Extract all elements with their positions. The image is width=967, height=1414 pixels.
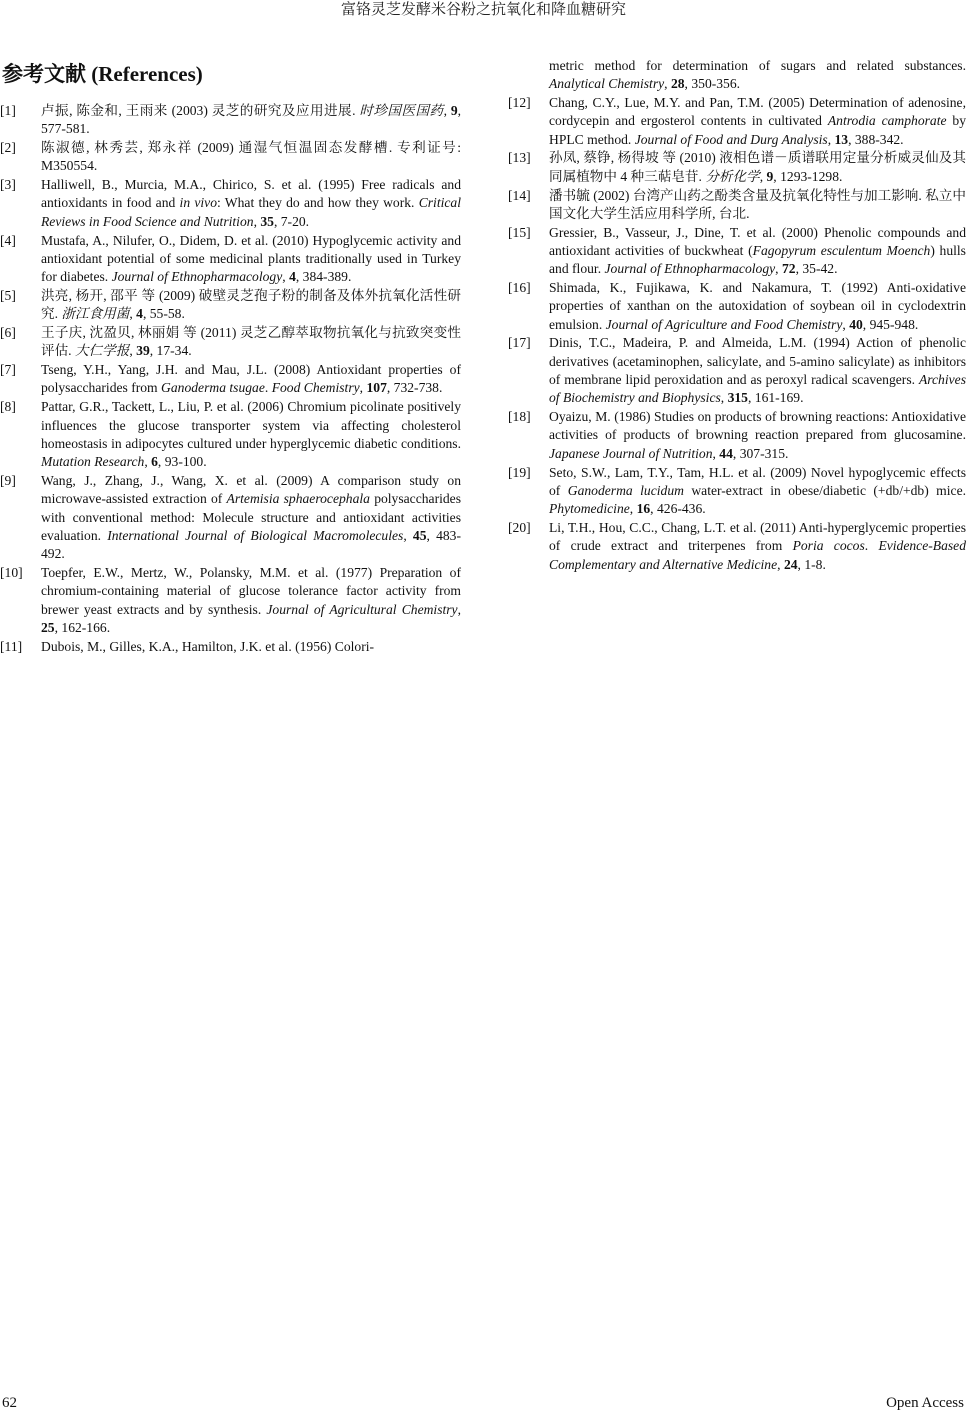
reference-text: , 350-356. — [684, 76, 741, 92]
reference-italic-text: Phytomedicine — [549, 501, 630, 517]
reference-number: [2] — [0, 140, 16, 156]
reference-italic-text: International Journal of Biological Macromolecules — [107, 527, 404, 543]
reference-volume: 9 — [766, 168, 774, 184]
reference-text: , 1293-1298. — [773, 168, 843, 184]
reference-italic-text: 浙江食用菌 — [61, 306, 130, 322]
reference-text: ) hulls and flour. — [549, 242, 966, 277]
reference-text: , 388-342. — [848, 131, 904, 147]
reference-text: 卢振, 陈金和, 王雨来 (2003) 灵芝的研究及应用进展. — [41, 103, 360, 118]
reference-italic-text: Mutation Research — [41, 454, 145, 470]
reference-italic-text: in vivo — [179, 195, 218, 211]
reference-text: , 7-20. — [273, 213, 310, 229]
reference-number: [16] — [508, 280, 531, 296]
reference-text: : What they do and how they work. — [217, 195, 419, 211]
reference-text: , — [129, 306, 137, 322]
reference-italic-text: Ganoderma lucidum — [567, 482, 684, 498]
reference-item — [508, 94, 966, 149]
reference-text: 洪亮, 杨开, 邵平 等 (2009) 破壁灵芝孢子粉的制备及体外抗氧化活性研究. — [41, 287, 461, 322]
reference-item — [508, 519, 966, 574]
reference-text: polysaccharides with conventional method: Molecule structure and antioxidant activities evaluation. — [41, 491, 462, 543]
reference-number: [7] — [0, 362, 16, 378]
reference-text: , — [759, 168, 767, 184]
reference-volume: 35 — [260, 213, 274, 229]
reference-volume: 13 — [834, 131, 849, 147]
reference-item — [508, 334, 966, 407]
reference-italic-text: Evidence-Based Complementary and Alternative Medicine — [549, 538, 966, 572]
reference-text: 陈淑德, 林秀芸, 郑永祥 (2009) 通湿气恒温固态发酵槽. 专利证号: M350554. — [41, 140, 461, 174]
reference-item — [508, 279, 966, 334]
reference-text: water-extract in obese/diabetic (+db/+db) mice. — [683, 482, 966, 498]
reference-text: Dubois, M., Gilles, K.A., Hamilton, J.K. et al. (1956) Colori- — [41, 638, 375, 654]
reference-item — [508, 57, 966, 94]
reference-volume: 16 — [636, 501, 651, 517]
reference-volume: 72 — [781, 261, 796, 277]
reference-text: , 17-34. — [149, 343, 192, 359]
reference-text: Dinis, T.C., Madeira, P. and Almeida, L.M. (1994) Action of phenolic derivatives (acetaminophen, salicylate, and 5-amino salicylate) as inhibitors of membrane lipid peroxidation and as peroxyl radical scavengers. — [549, 335, 966, 388]
references-left-column — [0, 102, 461, 656]
reference-number: [4] — [0, 232, 16, 248]
reference-volume: 39 — [136, 343, 150, 359]
reference-italic-text: Archives of Biochemistry and Biophysics — [549, 372, 966, 406]
reference-text: 潘书毓 (2002) 台湾产山药之酚类含量及抗氧化特性与加工影响. 私立中国文化大学生活应用科学所, 台北. — [549, 187, 966, 221]
reference-italic-text: Journal of Ethnopharmacology — [604, 261, 776, 277]
reference-text: , 35-42. — [795, 261, 838, 277]
reference-text: , — [144, 454, 152, 470]
reference-number: [14] — [508, 187, 531, 203]
reference-number: [8] — [0, 399, 16, 415]
reference-text: 孙凤, 蔡铮, 杨得坡 等 (2010) 液相色谱－质谱联用定量分析威灵仙及其同属植物中 4 种三萜皂苷. — [549, 150, 966, 184]
reference-text: Li, T.H., Hou, C.C., Chang, L.T. et al. (2011) Anti-hyperglycemic properties of crude extract and triterpenes from — [549, 519, 966, 554]
reference-italic-text: Analytical Chemistry — [549, 76, 665, 92]
reference-item — [0, 102, 461, 139]
reference-volume: 40 — [849, 316, 863, 332]
reference-text: , — [777, 556, 784, 572]
reference-text: Seto, S.W., Lam, T.Y., Tam, H.L. et al. (2009) Novel hypoglycemic effects of — [549, 464, 966, 498]
reference-text: Tseng, Y.H., Yang, J.H. and Mau, J.L. (2008) Antioxidant properties of polysaccharides from — [41, 362, 461, 396]
reference-number: [3] — [0, 177, 16, 193]
reference-text: , 93-100. — [157, 454, 207, 470]
reference-volume: 44 — [719, 445, 733, 461]
reference-italic-text: 时珍国医国药 — [359, 103, 444, 118]
reference-item — [508, 149, 966, 186]
reference-text: , — [443, 103, 451, 118]
reference-text: , 1-8. — [797, 556, 826, 572]
reference-italic-text: Food Chemistry — [271, 380, 360, 396]
reference-text: Wang, J., Zhang, J., Wang, X. et al. (2009) A comparison study on microwave-assisted extraction of — [41, 472, 461, 507]
reference-item — [0, 232, 461, 287]
reference-number: [13] — [508, 150, 531, 166]
reference-text: , — [629, 501, 637, 517]
reference-number: [17] — [508, 335, 531, 351]
reference-text: , — [129, 343, 137, 359]
reference-text: , 577-581. — [41, 103, 462, 137]
reference-italic-text: 大仁学报 — [74, 343, 130, 359]
reference-number: [10] — [0, 564, 23, 580]
section-title: 参考文献 (References) — [2, 62, 203, 86]
reference-item — [0, 176, 461, 231]
reference-text: Mustafa, A., Nilufer, O., Didem, D. et al. (2010) Hypoglycemic activity and antioxidant potential of some medicinal plants traditionally used in Turkey for diabetes. — [41, 232, 461, 285]
reference-italic-text: Journal of Agricultural Chemistry — [266, 601, 458, 617]
reference-volume: 25 — [41, 619, 55, 635]
reference-number: [20] — [508, 519, 531, 535]
reference-text: . — [864, 538, 879, 554]
reference-number: [1] — [0, 103, 16, 118]
reference-item — [508, 224, 966, 279]
reference-item — [0, 361, 461, 398]
reference-text: metric method for determination of sugars and related substances. — [549, 58, 966, 73]
reference-text: , 161-169. — [747, 390, 804, 406]
reference-text: Gressier, B., Vasseur, J., Dine, T. et al. (2000) Phenolic compounds and antioxidant activities of buckwheat ( — [549, 224, 966, 258]
reference-item — [0, 398, 461, 471]
reference-number: [12] — [508, 95, 531, 111]
reference-item — [508, 408, 966, 463]
reference-text: , 732-738. — [386, 380, 443, 396]
reference-item — [0, 324, 461, 361]
reference-text: , 426-436. — [650, 501, 706, 517]
reference-text: , — [403, 527, 413, 543]
reference-text: , — [664, 76, 671, 92]
reference-item — [0, 638, 461, 656]
reference-text: Pattar, G.R., Tackett, L., Liu, P. et al. (2006) Chromium picolinate positively influences the glucose transporter system via affecting cholesterol homeostasis in adipocytes cultured under hyperglycemic diabetic conditions. — [41, 399, 461, 451]
reference-number: [19] — [508, 464, 531, 480]
reference-text: , — [253, 213, 261, 229]
reference-text: , — [359, 380, 367, 396]
reference-italic-text: Journal of Agriculture and Food Chemistry — [605, 316, 843, 332]
reference-text: , — [842, 316, 850, 332]
reference-text: , — [720, 390, 728, 406]
reference-item — [508, 187, 966, 224]
running-header: 富铬灵芝发酵米谷粉之抗氧化和降血糖研究 — [340, 2, 626, 18]
reference-volume: 24 — [783, 556, 798, 572]
reference-text: , 945-948. — [862, 316, 919, 332]
reference-volume: 4 — [136, 306, 143, 322]
publisher-label: Open Access — [886, 1395, 964, 1411]
reference-volume: 6 — [151, 454, 158, 470]
reference-italic-text: Journal of Ethnopharmacology — [111, 269, 283, 285]
reference-text: , — [457, 601, 461, 617]
reference-volume: 4 — [289, 269, 296, 285]
reference-italic-text: Critical Reviews in Food Science and Nutrition — [41, 195, 461, 229]
reference-text: by HPLC method. — [549, 113, 967, 147]
references-right-column — [508, 57, 966, 574]
reference-text: , 162-166. — [54, 619, 111, 635]
reference-text: . — [264, 380, 272, 396]
reference-italic-text: Poria cocos — [792, 538, 865, 554]
reference-item — [0, 564, 461, 637]
reference-volume: 9 — [450, 103, 458, 118]
reference-text: , — [775, 261, 782, 277]
reference-text: , — [827, 131, 835, 147]
reference-number: [9] — [0, 472, 16, 488]
reference-text: Chang, C.Y., Lue, M.Y. and Pan, T.M. (2005) Determination of adenosine, cordycepin and ergosterol contents in cultivated — [549, 95, 966, 129]
reference-italic-text: 分析化学 — [705, 168, 760, 184]
reference-text: Oyaizu, M. (1986) Studies on products of browning reactions: Antioxidative activities of products of browning reaction prepared from glucosamine. — [549, 409, 966, 443]
reference-italic-text: Artemisia sphaerocephala — [226, 491, 370, 507]
reference-italic-text: Japanese Journal of Nutrition — [549, 445, 713, 461]
reference-text: , — [282, 269, 290, 285]
reference-text: , 483-492. — [41, 527, 462, 562]
reference-volume: 45 — [412, 527, 427, 543]
reference-item — [508, 464, 966, 519]
reference-number: [18] — [508, 409, 531, 425]
page-number: 62 — [2, 1395, 17, 1411]
reference-item — [0, 287, 461, 324]
reference-number: [5] — [0, 287, 16, 303]
reference-item — [0, 139, 461, 176]
reference-italic-text: Ganoderma tsugae — [161, 380, 265, 396]
reference-text: , 384-389. — [295, 269, 352, 285]
reference-text: , — [712, 445, 720, 461]
reference-text: , 55-58. — [142, 306, 185, 322]
reference-item — [0, 472, 461, 563]
reference-text: Shimada, K., Fujikawa, K. and Nakamura, T. (1992) Anti-oxidative properties of xanthan on the autoxidation of soybean oil in cyclodextrin emulsion. — [549, 280, 966, 332]
reference-text: Halliwell, B., Murcia, M.A., Chirico, S. et al. (1995) Free radicals and antioxidants in food and — [41, 177, 461, 211]
reference-text: 王子庆, 沈盈贝, 林丽娟 等 (2011) 灵芝乙醇萃取物抗氧化与抗致突变性评估. — [41, 325, 461, 359]
reference-number: [15] — [508, 224, 531, 240]
reference-volume: 107 — [366, 380, 387, 396]
reference-number: [6] — [0, 325, 16, 341]
reference-text: , 307-315. — [732, 445, 789, 461]
reference-italic-text: Antrodia camphorate — [827, 113, 947, 129]
reference-italic-text: Journal of Food and Durg Analysis — [634, 131, 828, 147]
reference-italic-text: Fagopyrum esculentum Moench — [752, 242, 931, 258]
reference-volume: 315 — [727, 390, 748, 406]
reference-text: Toepfer, E.W., Mertz, W., Polansky, M.M. et al. (1977) Preparation of chromium-containing material of glucose tolerance factor activity from brewer yeast extracts and by synthesis. — [41, 564, 461, 617]
reference-volume: 28 — [670, 76, 685, 92]
reference-number: [11] — [0, 638, 23, 654]
